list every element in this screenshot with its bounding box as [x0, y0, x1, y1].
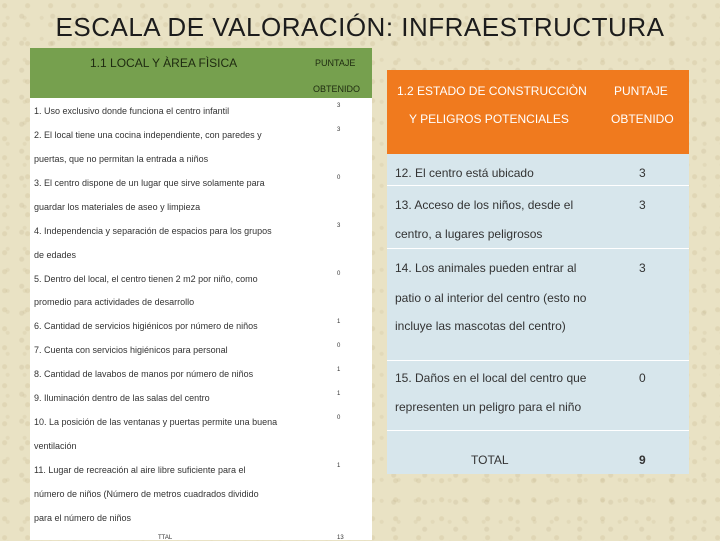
- score-value: 0: [337, 343, 341, 349]
- local-area-header: [30, 48, 372, 98]
- score-value: 3: [639, 198, 646, 212]
- criterion-text: puertas, que no permitan la entrada a niños: [34, 154, 209, 164]
- total-label: TTAL: [158, 535, 173, 541]
- row-divider: [387, 248, 689, 249]
- score-header-line-1: PUNTAJE: [614, 84, 668, 98]
- row-divider: [387, 360, 689, 361]
- criterion-text: número de niños (Número de metros cuadrados dividido: [34, 489, 259, 499]
- section-title-local-area: 1.1 LOCAL Y ÀREA FÌSICA: [90, 56, 238, 70]
- criterion-text: para el número de niños: [34, 513, 132, 523]
- score-header-line-2: OBTENIDO: [313, 84, 361, 94]
- score-value: 3: [337, 223, 341, 229]
- criterion-text: 15. Daños en el local del centro que: [395, 371, 587, 385]
- criterion-text: de edades: [34, 250, 77, 260]
- construction-hazards-table: [387, 70, 689, 474]
- criterion-text: ventilación: [34, 441, 77, 451]
- criterion-text: 7. Cuenta con servicios higiénicos para personal: [34, 345, 228, 355]
- row-divider: [387, 430, 689, 431]
- criterion-text: 13. Acceso de los niños, desde el: [395, 198, 574, 212]
- score-header-line-1: PUNTAJE: [315, 58, 356, 68]
- criterion-text: incluye las mascotas del centro): [395, 319, 566, 333]
- total-value: 13: [337, 535, 344, 541]
- construction-hazards-header: [387, 70, 689, 154]
- score-value: 1: [337, 319, 341, 325]
- score-value: 1: [337, 367, 341, 373]
- criterion-text: patio o al interior del centro (esto no: [395, 291, 587, 305]
- page-title: ESCALA DE VALORACIÓN: INFRAESTRUCTURA: [55, 12, 665, 42]
- score-value: 1: [337, 391, 341, 397]
- score-value: 0: [337, 415, 341, 421]
- criterion-text: 12. El centro está ubicado: [395, 166, 534, 180]
- criterion-text: 8. Cantidad de lavabos de manos por número de niños: [34, 369, 254, 379]
- score-value: 3: [337, 103, 341, 109]
- score-header-line-2: OBTENIDO: [611, 112, 674, 126]
- score-value: 0: [639, 371, 646, 385]
- total-value: 9: [639, 453, 646, 467]
- score-value: 3: [337, 127, 341, 133]
- criterion-text: 4. Independencia y separación de espacios para los grupos: [34, 226, 272, 236]
- section-title-line-1: 1.2 ESTADO DE CONSTRUCCIÒN: [397, 84, 587, 98]
- criterion-text: centro, a lugares peligrosos: [395, 227, 543, 241]
- criterion-text: 1. Uso exclusivo donde funciona el centro infantil: [34, 106, 230, 116]
- criterion-text: 2. El local tiene una cocina independiente, con paredes y: [34, 130, 262, 140]
- criterion-text: representen un peligro para el niño: [395, 400, 582, 414]
- criterion-text: 9. Iluminación dentro de las salas del centro: [34, 393, 210, 403]
- criterion-text: 6. Cantidad de servicios higiénicos por número de niños: [34, 321, 258, 331]
- score-value: 0: [337, 271, 341, 277]
- score-value: 1: [337, 463, 341, 469]
- score-value: 3: [639, 261, 646, 275]
- section-title-line-2: Y PELIGROS POTENCIALES: [409, 112, 569, 126]
- local-area-table: [30, 48, 372, 540]
- row-divider: [387, 185, 689, 186]
- total-label: TOTAL: [471, 453, 509, 467]
- criterion-text: guardar los materiales de aseo y limpieza: [34, 202, 201, 212]
- local-area-body: [30, 98, 372, 540]
- criterion-text: promedio para actividades de desarrollo: [34, 297, 195, 307]
- criterion-text: 11. Lugar de recreación al aire libre suficiente para el: [34, 465, 246, 475]
- score-value: 0: [337, 175, 341, 181]
- criterion-text: 14. Los animales pueden entrar al: [395, 261, 577, 275]
- score-value: 3: [639, 166, 646, 180]
- criterion-text: 3. El centro dispone de un lugar que sirve solamente para: [34, 178, 265, 188]
- criterion-text: 10. La posición de las ventanas y puertas permite una buena: [34, 417, 278, 427]
- criterion-text: 5. Dentro del local, el centro tienen 2 m2 por niño, como: [34, 274, 258, 284]
